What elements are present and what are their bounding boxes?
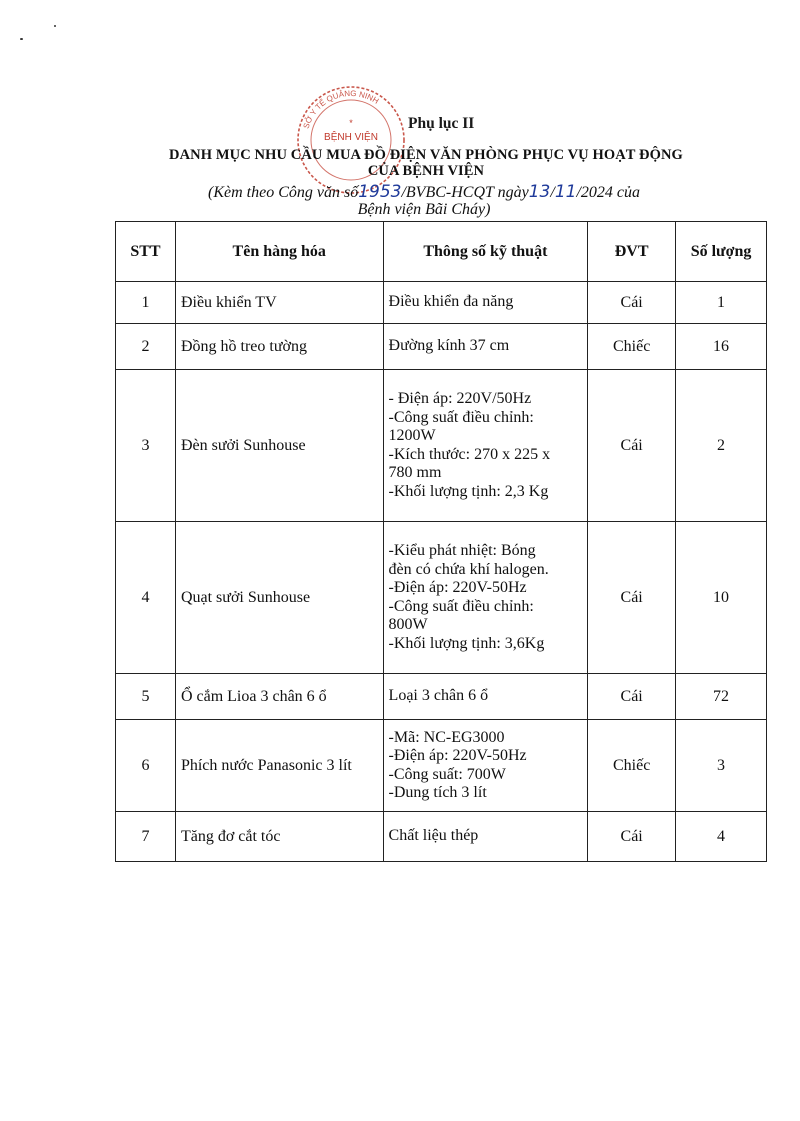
spec-line: -Dung tích 3 lít <box>388 784 487 801</box>
handwritten-month: 11 <box>554 182 577 202</box>
cell-quantity: 1 <box>676 282 767 324</box>
spec-line: 1200W <box>388 427 436 444</box>
spec-line: -Công suất điều chỉnh: <box>388 597 534 615</box>
table-row <box>116 720 767 812</box>
scan-speck <box>54 25 56 27</box>
cell-stt: 6 <box>116 720 176 812</box>
column-header-spec: Thông số kỹ thuật <box>383 222 588 282</box>
cell-stt: 2 <box>116 324 176 370</box>
table-row <box>116 674 767 720</box>
spec-line: -Kiểu phát nhiệt: Bóng <box>388 542 536 559</box>
table-row <box>116 370 767 522</box>
cell-quantity: 3 <box>676 720 767 812</box>
spec-line: Điều khiển đa năng <box>388 293 514 311</box>
cell-name: Đèn sưởi Sunhouse <box>175 370 383 522</box>
subtitle-mid: /BVBC-HCQT ngày <box>401 184 529 201</box>
column-header-unit: ĐVT <box>588 222 676 282</box>
table-header-row <box>116 222 767 282</box>
spec-line: Loại 3 chân 6 ổ <box>388 687 489 705</box>
cell-quantity: 10 <box>676 522 767 674</box>
document-subtitle-line2: Bệnh viện Bãi Cháy) <box>357 201 491 218</box>
cell-spec <box>383 370 588 522</box>
column-header-name: Tên hàng hóa <box>175 222 383 282</box>
cell-stt: 1 <box>116 282 176 324</box>
spec-line: 800W <box>388 616 428 633</box>
handwritten-day: 13 <box>528 182 551 202</box>
table-row <box>116 282 767 324</box>
table-row <box>116 324 767 370</box>
cell-spec <box>383 282 588 324</box>
cell-quantity: 2 <box>676 370 767 522</box>
column-header-stt: STT <box>116 222 176 282</box>
appendix-label: Phụ lục II <box>408 115 475 132</box>
spec-line: Đường kính 37 cm <box>388 337 510 355</box>
spec-line: -Mã: NC-EG3000 <box>388 728 505 746</box>
cell-spec <box>383 812 588 862</box>
svg-text:SỞ Y TẾ QUẢNG NINH: SỞ Y TẾ QUẢNG NINH <box>301 88 381 130</box>
svg-text:*: * <box>349 118 353 128</box>
cell-stt: 7 <box>116 812 176 862</box>
cell-quantity: 72 <box>676 674 767 720</box>
handwritten-doc-number: 1953 <box>358 182 402 202</box>
spec-line: -Khối lượng tịnh: 3,6Kg <box>388 634 545 652</box>
cell-name: Tăng đơ cắt tóc <box>175 812 383 862</box>
cell-name: Đồng hồ treo tường <box>175 324 383 370</box>
document-subtitle-line1 <box>24 182 800 202</box>
table-row <box>116 812 767 862</box>
cell-spec <box>383 720 588 812</box>
cell-quantity: 16 <box>676 324 767 370</box>
cell-quantity: 4 <box>676 812 767 862</box>
spec-line: đèn có chứa khí halogen. <box>388 560 549 578</box>
cell-spec <box>383 522 588 674</box>
cell-unit: Cái <box>588 812 676 862</box>
spec-line: -Công suất: 700W <box>388 765 506 783</box>
cell-stt: 5 <box>116 674 176 720</box>
spec-line: -Công suất điều chỉnh: <box>388 408 534 426</box>
cell-name: Quạt sưởi Sunhouse <box>175 522 383 674</box>
spec-line: -Kích thước: 270 x 225 x <box>388 445 551 463</box>
subtitle-prefix: (Kèm theo Công văn số <box>207 184 359 201</box>
column-header-quantity: Số lượng <box>676 222 767 282</box>
cell-unit: Chiếc <box>588 324 676 370</box>
cell-stt: 4 <box>116 522 176 674</box>
subtitle-year: /2024 của <box>576 184 640 201</box>
spec-line: -Điện áp: 220V-50Hz <box>388 747 527 764</box>
cell-unit: Cái <box>588 522 676 674</box>
document-title-line1: DANH MỤC NHU CẦU MUA ĐỒ ĐIỆN VĂN PHÒNG PHỤC VỤ HOẠT ĐỘNG <box>169 147 683 163</box>
cell-unit: Cái <box>588 674 676 720</box>
cell-spec <box>383 674 588 720</box>
cell-stt: 3 <box>116 370 176 522</box>
cell-unit: Cái <box>588 282 676 324</box>
spec-line: 780 mm <box>388 464 442 481</box>
spec-line: -Khối lượng tịnh: 2,3 Kg <box>388 482 549 500</box>
spec-line: -Điện áp: 220V-50Hz <box>388 579 527 596</box>
hospital-stamp-icon <box>293 82 409 198</box>
spec-line: Chất liệu thép <box>388 827 479 845</box>
table-row <box>116 522 767 674</box>
scan-speck <box>20 38 23 40</box>
document-title-line2: CỦA BỆNH VIỆN <box>367 163 485 179</box>
date-separator: / <box>550 184 555 201</box>
cell-name: Phích nước Panasonic 3 lít <box>175 720 383 812</box>
cell-spec <box>383 324 588 370</box>
goods-table <box>115 221 767 862</box>
spec-line: - Điện áp: 220V/50Hz <box>388 390 532 407</box>
cell-name: Điều khiển TV <box>175 282 383 324</box>
svg-text:BỆNH VIỆN: BỆNH VIỆN <box>324 132 378 143</box>
cell-name: Ổ cắm Lioa 3 chân 6 ổ <box>175 674 383 720</box>
cell-unit: Chiếc <box>588 720 676 812</box>
cell-unit: Cái <box>588 370 676 522</box>
